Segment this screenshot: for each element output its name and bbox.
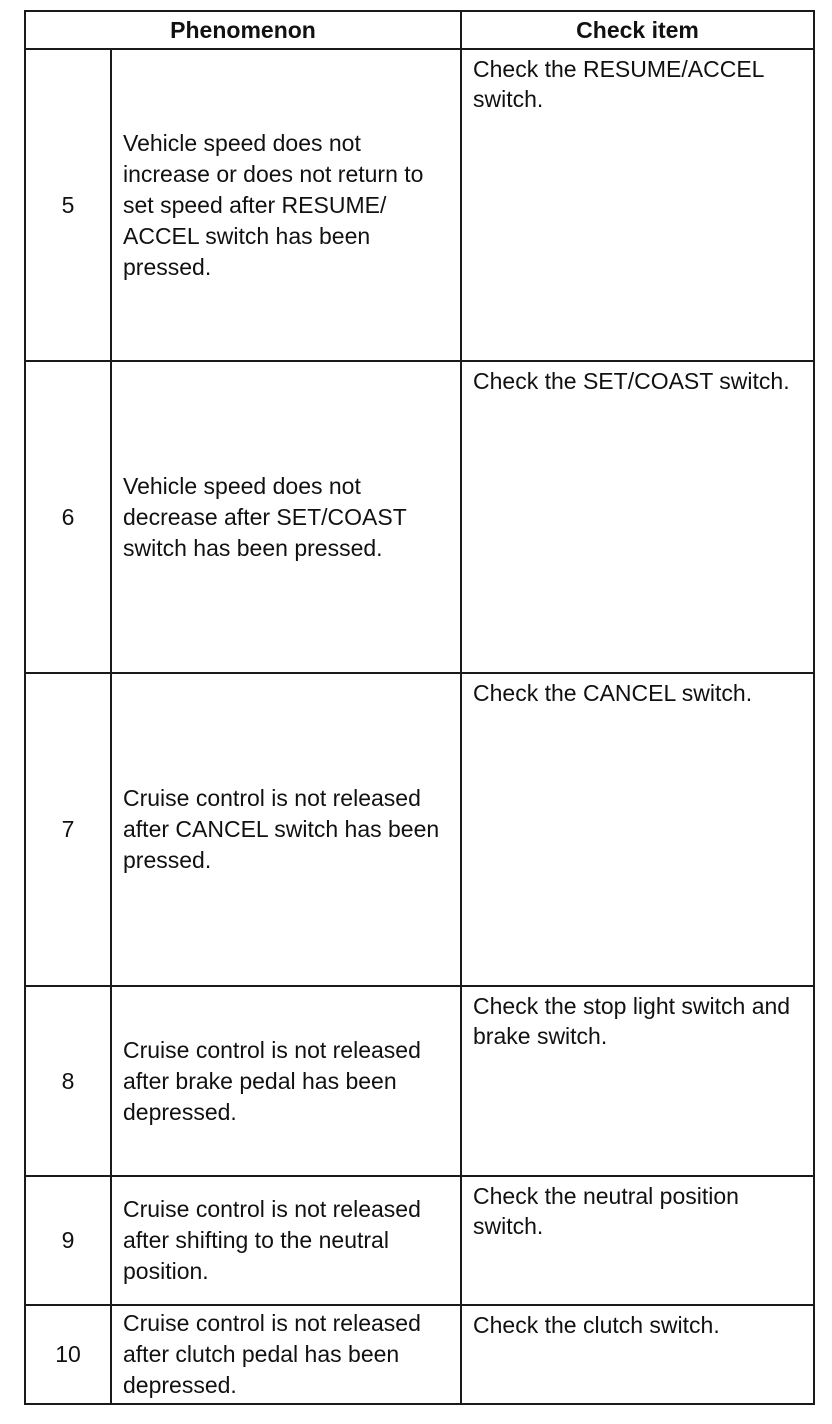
row-number: 8 bbox=[25, 986, 111, 1176]
check-item-cell: Check the neutral position switch. bbox=[461, 1176, 814, 1305]
header-check-item: Check item bbox=[461, 11, 814, 49]
phenomenon-cell: Cruise control is not released after clutch pedal has been depressed. bbox=[111, 1305, 461, 1404]
row-number: 10 bbox=[25, 1305, 111, 1404]
table-row bbox=[25, 49, 814, 361]
check-item-cell: Check the clutch switch. bbox=[461, 1305, 814, 1404]
header-phenomenon: Phenomenon bbox=[25, 11, 461, 49]
table-row bbox=[25, 1305, 814, 1404]
phenomenon-cell: Cruise control is not released after shifting to the neutral position. bbox=[111, 1176, 461, 1305]
table-row bbox=[25, 986, 814, 1176]
row-number: 6 bbox=[25, 361, 111, 673]
table-row bbox=[25, 361, 814, 673]
check-item-cell: Check the stop light switch and brake switch. bbox=[461, 986, 814, 1176]
phenomenon-cell: Vehicle speed does not increase or does not return to set speed after RESUME/ ACCEL switch has been pressed. bbox=[111, 49, 461, 361]
header-row bbox=[25, 11, 814, 49]
phenomenon-cell: Cruise control is not released after brake pedal has been depressed. bbox=[111, 986, 461, 1176]
table-row bbox=[25, 673, 814, 986]
check-item-cell: Check the CANCEL switch. bbox=[461, 673, 814, 986]
row-number: 5 bbox=[25, 49, 111, 361]
phenomenon-cell: Cruise control is not released after CANCEL switch has been pressed. bbox=[111, 673, 461, 986]
check-item-cell: Check the SET/COAST switch. bbox=[461, 361, 814, 673]
check-item-cell: Check the RESUME/ACCEL switch. bbox=[461, 49, 814, 361]
row-number: 7 bbox=[25, 673, 111, 986]
troubleshooting-table bbox=[24, 10, 815, 1405]
row-number: 9 bbox=[25, 1176, 111, 1305]
table-row bbox=[25, 1176, 814, 1305]
phenomenon-cell: Vehicle speed does not decrease after SET/COAST switch has been pressed. bbox=[111, 361, 461, 673]
